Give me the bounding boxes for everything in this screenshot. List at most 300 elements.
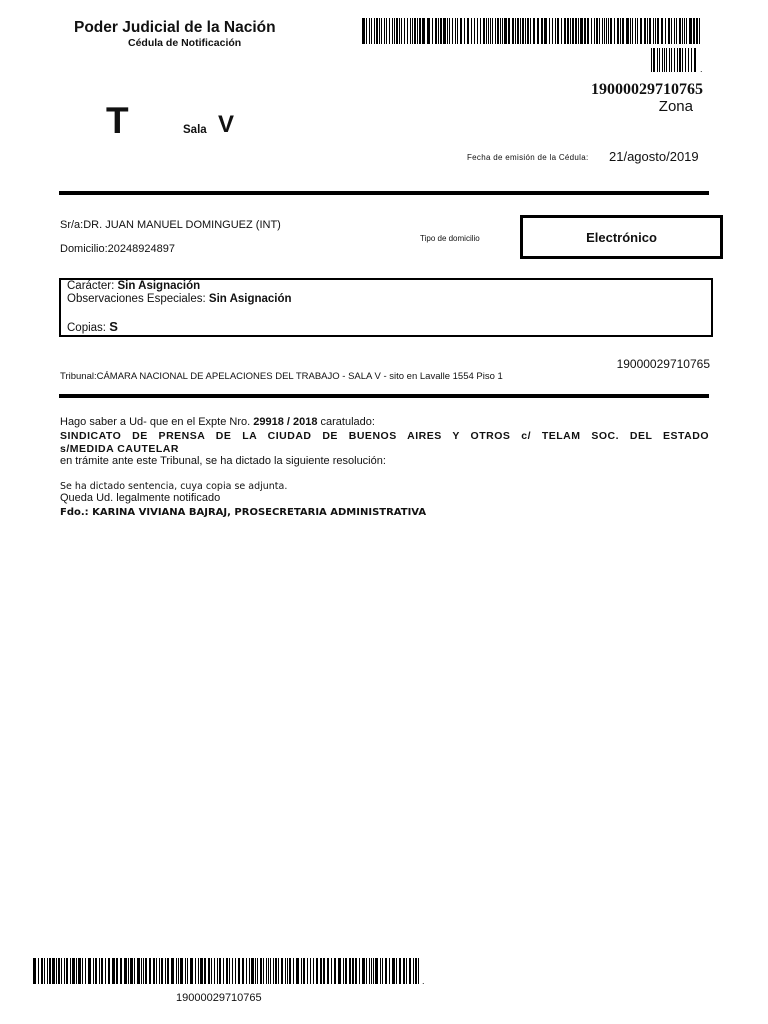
barcode-bar (486, 18, 487, 44)
barcode-bar (604, 18, 605, 44)
barcode-bar (384, 18, 385, 44)
barcode-bar (647, 18, 648, 44)
barcode-bar (504, 18, 507, 44)
barcode-bar (415, 958, 417, 984)
barcode-bar (208, 958, 210, 984)
barcode-bar (375, 958, 378, 984)
barcode-bar (640, 18, 642, 44)
barcode-bar (349, 958, 351, 984)
barcode-bar (661, 18, 663, 44)
barcode-bar (296, 958, 299, 984)
barcode-bar (217, 958, 218, 984)
barcode-bar (226, 958, 228, 984)
barcode-bar (373, 958, 374, 984)
barcode-bar (301, 958, 302, 984)
barcode-bar (316, 958, 318, 984)
barcode-bar (671, 48, 672, 72)
barcode-bar (369, 958, 370, 984)
barcode-bar (167, 958, 169, 984)
barcode-bar (156, 958, 157, 984)
barcode-bar (449, 18, 450, 44)
barcode-bar (242, 958, 244, 984)
barcode-bar (599, 18, 600, 44)
barcode-bar (229, 958, 230, 984)
tribunal-number: 19000029710765 (616, 357, 710, 371)
barcode-bar (105, 958, 106, 984)
barcode-bar (56, 958, 57, 984)
barcode-bar (187, 958, 188, 984)
barcode-bar (490, 18, 491, 44)
barcode-bar (502, 18, 503, 44)
observaciones-line (67, 293, 292, 305)
barcode-bar (303, 958, 305, 984)
tipo-domicilio-box (520, 215, 723, 259)
barcode-bar (128, 958, 129, 984)
copias-value: S (109, 319, 118, 334)
barcode-bar (72, 958, 75, 984)
barcode-bar (674, 18, 675, 44)
barcode-bar (381, 18, 382, 44)
barcode-bar (385, 958, 387, 984)
barcode-bar (606, 18, 607, 44)
recipient-domicilio: Domicilio:20248924897 (60, 243, 175, 255)
barcode-bar (682, 48, 683, 72)
barcode-bar (380, 958, 381, 984)
barcode-bottom-dot: . (422, 976, 425, 986)
barcode-bar (99, 958, 100, 984)
barcode-bar (665, 18, 666, 44)
barcode-bar (219, 958, 221, 984)
barcode-bar (371, 958, 372, 984)
barcode-bar (637, 18, 638, 44)
barcode-bar (480, 18, 481, 44)
barcode-bar (355, 958, 357, 984)
barcode-bar (620, 18, 621, 44)
intro-pre: Hago saber a Ud- que en el Expte Nro. (60, 416, 254, 428)
barcode-bar (293, 958, 294, 984)
barcode-bar (134, 958, 135, 984)
barcode-bar (399, 958, 401, 984)
barcode-bar (270, 958, 271, 984)
barcode-dot: . (700, 64, 703, 74)
barcode-bar (549, 18, 550, 44)
barcode-bar (460, 18, 462, 44)
barcode-bar (249, 958, 250, 984)
fecha-value: 21/agosto/2019 (609, 149, 699, 164)
barcode-bar (313, 958, 314, 984)
barcode-bar (112, 958, 115, 984)
barcode-bar (285, 958, 286, 984)
barcode-bar (287, 958, 288, 984)
barcode-bar (379, 18, 380, 44)
barcode-bar (610, 18, 612, 44)
barcode-bar (338, 958, 341, 984)
barcode-bottom (33, 958, 421, 984)
sala-value: V (218, 111, 235, 138)
barcode-bar (101, 958, 103, 984)
barcode-bar (677, 48, 678, 72)
barcode-bar (260, 958, 262, 984)
barcode-top-small (651, 48, 699, 72)
footer-number: 19000029710765 (176, 992, 262, 1004)
barcode-bar (492, 18, 493, 44)
barcode-bar (38, 958, 39, 984)
barcode-bar (130, 958, 133, 984)
barcode-bar (143, 958, 144, 984)
barcode-bar (366, 18, 367, 44)
barcode-bar (664, 48, 665, 72)
barcode-bar (555, 18, 556, 44)
document-subtitle: Cédula de Notificación (128, 37, 242, 49)
barcode-bar (334, 958, 336, 984)
barcode-bar (688, 48, 689, 72)
barcode-bar (696, 18, 698, 44)
barcode-bar (386, 18, 387, 44)
barcode-bar (657, 18, 659, 44)
barcode-bar (443, 18, 446, 44)
barcode-bar (323, 958, 325, 984)
barcode-bar (544, 18, 547, 44)
barcode-bar (630, 18, 631, 44)
barcode-bar (116, 958, 118, 984)
barcode-bar (76, 958, 77, 984)
barcode-bar (159, 958, 160, 984)
barcode-bar (684, 18, 685, 44)
barcode-bar (396, 958, 397, 984)
barcode-bar (153, 958, 155, 984)
observaciones-label: Observaciones Especiales: (67, 293, 209, 305)
barcode-bar (78, 958, 81, 984)
barcode-bar (369, 18, 370, 44)
copias-label: Copias: (67, 322, 110, 334)
sala-label: Sala (183, 124, 207, 136)
notificado-line: Queda Ud. legalmente notificado (60, 492, 221, 504)
barcode-bar (141, 958, 142, 984)
barcode-bar (49, 958, 51, 984)
barcode-bar (399, 18, 400, 44)
barcode-bar (686, 18, 687, 44)
barcode-bar (653, 18, 654, 44)
barcode-bar (52, 958, 55, 984)
barcode-bar (617, 18, 619, 44)
zona-label: Zona (658, 98, 693, 115)
barcode-bar (352, 958, 354, 984)
barcode-bar (567, 18, 569, 44)
barcode-bar (289, 958, 291, 984)
barcode-bar (694, 48, 696, 72)
barcode-bar (693, 18, 695, 44)
barcode-bar (366, 958, 367, 984)
barcode-bar (345, 958, 347, 984)
barcode-bar (64, 958, 65, 984)
barcode-bar (66, 958, 68, 984)
barcode-bar (495, 18, 496, 44)
barcode-bar (580, 18, 583, 44)
barcode-bar (457, 18, 458, 44)
barcode-bar (120, 958, 122, 984)
barcode-bar (404, 18, 405, 44)
intro-post: caratulado: (317, 416, 375, 428)
barcode-bar (649, 18, 651, 44)
barcode-bar (95, 958, 97, 984)
barcode-bar (685, 48, 686, 72)
barcode-bar (47, 958, 48, 984)
barcode-bar (180, 958, 183, 984)
fecha-label: Fecha de emisión de la Cédula: (467, 153, 589, 162)
barcode-bar (564, 18, 566, 44)
barcode-bar (671, 18, 672, 44)
divider-middle (59, 394, 709, 398)
barcode-bar (176, 958, 177, 984)
barcode-bar (232, 958, 233, 984)
sentencia-line: Se ha dictado sentencia, cuya copia se adjunta. (60, 481, 288, 492)
barcode-bar (614, 18, 615, 44)
barcode-bar (657, 48, 658, 72)
barcode-bar (533, 18, 535, 44)
expte-number: 29918 / 2018 (253, 416, 318, 428)
barcode-bar (190, 958, 193, 984)
barcode-bar (622, 18, 624, 44)
barcode-bar (58, 958, 60, 984)
barcode-bar (257, 958, 258, 984)
barcode-bar (520, 18, 521, 44)
barcode-bar (635, 18, 636, 44)
barcode-bar (413, 958, 414, 984)
recipient-name: Sr/a:DR. JUAN MANUEL DOMINGUEZ (INT) (60, 219, 281, 231)
tribunal-text: Tribunal:CÁMARA NACIONAL DE APELACIONES DEL TRABAJO - SALA V - sito en Lavalle 1554 Piso 1 (60, 371, 503, 382)
barcode-bar (483, 18, 485, 44)
barcode-bar (389, 18, 390, 44)
barcode-bar (392, 958, 395, 984)
institution-title: Poder Judicial de la Nación (74, 19, 276, 36)
barcode-bar (447, 18, 448, 44)
tramite-line: en trámite ante este Tribunal, se ha dictado la siguiente resolución: (60, 455, 386, 467)
barcode-bar (204, 958, 206, 984)
barcode-bar (394, 18, 395, 44)
barcode-bar (396, 18, 398, 44)
barcode-bar (435, 18, 437, 44)
barcode-bar (281, 958, 283, 984)
barcode-bar (255, 958, 256, 984)
copias-line (67, 319, 118, 334)
barcode-bar (275, 958, 277, 984)
barcode-bar (575, 18, 577, 44)
barcode-bar (591, 18, 592, 44)
barcode-bar (653, 48, 655, 72)
barcode-bar (200, 958, 203, 984)
barcode-bar (455, 18, 456, 44)
barcode-bar (417, 18, 418, 44)
barcode-bar (679, 48, 681, 72)
barcode-bar (488, 18, 489, 44)
barcode-bar (691, 48, 692, 72)
case-title-line1: SINDICATO DE PRENSA DE LA CIUDAD DE BUENOS AIRES Y OTROS c/ TELAM SOC. DEL ESTADO (60, 430, 709, 442)
caracter-line (67, 280, 200, 292)
divider-top (59, 191, 709, 195)
barcode-bar (376, 18, 378, 44)
barcode-bar (246, 958, 247, 984)
barcode-bar (602, 18, 603, 44)
barcode-bar (198, 958, 199, 984)
barcode-bar (161, 958, 163, 984)
barcode-bar (403, 958, 405, 984)
barcode-bar (508, 18, 510, 44)
intro-line (60, 416, 709, 428)
barcode-bar (362, 958, 365, 984)
barcode-bar (108, 958, 110, 984)
barcode-bar (427, 18, 430, 44)
barcode-bar (41, 958, 43, 984)
barcode-bar (651, 48, 652, 72)
barcode-bar (149, 958, 151, 984)
barcode-bar (406, 958, 407, 984)
barcode-bar (410, 18, 411, 44)
barcode-bar (632, 18, 633, 44)
barcode-bar (669, 48, 670, 72)
barcode-bar (440, 18, 442, 44)
barcode-bar (679, 18, 681, 44)
barcode-bar (419, 18, 421, 44)
barcode-bar (659, 48, 660, 72)
barcode-bar (70, 958, 71, 984)
barcode-bar (587, 18, 589, 44)
barcode-bar (362, 18, 365, 44)
barcode-bar (331, 958, 332, 984)
barcode-bar (666, 48, 667, 72)
barcode-bar (644, 18, 646, 44)
barcode-bar (310, 958, 311, 984)
letter-code: T (106, 100, 129, 141)
barcode-bar (584, 18, 586, 44)
barcode-bar (432, 18, 433, 44)
barcode-bar (327, 958, 329, 984)
barcode-bar (33, 958, 36, 984)
barcode-bar (61, 958, 62, 984)
barcode-bar (655, 18, 656, 44)
barcode-bar (527, 18, 529, 44)
tipo-domicilio-label: Tipo de domicilio (420, 234, 480, 243)
barcode-bar (392, 18, 393, 44)
barcode-bar (44, 958, 45, 984)
barcode-bar (263, 958, 264, 984)
barcode-bar (452, 18, 453, 44)
barcode-bar (596, 18, 598, 44)
barcode-bar (235, 958, 236, 984)
barcode-bar (359, 958, 360, 984)
barcode-bar (145, 958, 147, 984)
barcode-bar (517, 18, 519, 44)
barcode-bar (467, 18, 469, 44)
barcode-bar (626, 18, 629, 44)
barcode-bar (278, 958, 279, 984)
barcode-bar (561, 18, 562, 44)
barcode-bar (578, 18, 579, 44)
barcode-bar (474, 18, 475, 44)
barcode-bar (320, 958, 322, 984)
barcode-bar (165, 958, 166, 984)
barcode-bar (171, 958, 174, 984)
barcode-bar (608, 18, 609, 44)
barcode-bar (676, 18, 677, 44)
barcode-bar (515, 18, 516, 44)
barcode-bar (674, 48, 675, 72)
barcode-bar (497, 18, 499, 44)
barcode-bar (307, 958, 308, 984)
barcode-bar (273, 958, 274, 984)
firma-line: Fdo.: KARINA VIVIANA BAJRAJ, PROSECRETARIA ADMINISTRATIVA (60, 507, 427, 518)
barcode-bar (537, 18, 539, 44)
barcode-bar (668, 18, 670, 44)
observaciones-value: Sin Asignación (208, 293, 292, 305)
barcode-bar (541, 18, 543, 44)
barcode-bar (88, 958, 91, 984)
barcode-bar (374, 18, 375, 44)
barcode-bar (195, 958, 196, 984)
barcode-bar (471, 18, 472, 44)
case-title-line2: s/MEDIDA CAUTELAR (60, 443, 179, 455)
barcode-bar (82, 958, 83, 984)
barcode-top (362, 18, 702, 44)
barcode-bar (522, 18, 524, 44)
barcode-bar (401, 18, 402, 44)
barcode-bar (214, 958, 215, 984)
barcode-bar (211, 958, 212, 984)
cedula-number: 19000029710765 (591, 81, 703, 98)
barcode-bar (572, 18, 574, 44)
barcode-bar (557, 18, 559, 44)
barcode-bar (438, 18, 439, 44)
barcode-bar (412, 18, 413, 44)
barcode-bar (414, 18, 416, 44)
barcode-bar (699, 18, 700, 44)
barcode-bar (422, 18, 425, 44)
barcode-bar (93, 958, 94, 984)
barcode-bar (464, 18, 465, 44)
barcode-bar (124, 958, 127, 984)
details-box (59, 278, 713, 337)
barcode-bar (594, 18, 595, 44)
barcode-bar (251, 958, 254, 984)
barcode-bar (389, 958, 390, 984)
barcode-bar (85, 958, 86, 984)
barcode-bar (343, 958, 344, 984)
barcode-bar (570, 18, 571, 44)
tipo-domicilio-value: Electrónico (586, 230, 657, 245)
barcode-bar (530, 18, 531, 44)
barcode-bar (682, 18, 683, 44)
barcode-bar (477, 18, 478, 44)
barcode-bar (418, 958, 419, 984)
barcode-bar (266, 958, 267, 984)
barcode-bar (178, 958, 179, 984)
caracter-value: Sin Asignación (117, 280, 201, 292)
barcode-bar (382, 958, 383, 984)
barcode-bar (409, 958, 411, 984)
barcode-bar (552, 18, 553, 44)
barcode-bar (512, 18, 514, 44)
barcode-bar (500, 18, 501, 44)
barcode-bar (407, 18, 408, 44)
barcode-bar (223, 958, 224, 984)
barcode-bar (185, 958, 186, 984)
barcode-bar (137, 958, 140, 984)
barcode-bar (371, 18, 372, 44)
caracter-label: Carácter: (67, 280, 118, 292)
barcode-bar (268, 958, 269, 984)
barcode-bar (238, 958, 240, 984)
barcode-bar (662, 48, 663, 72)
barcode-bar (525, 18, 526, 44)
